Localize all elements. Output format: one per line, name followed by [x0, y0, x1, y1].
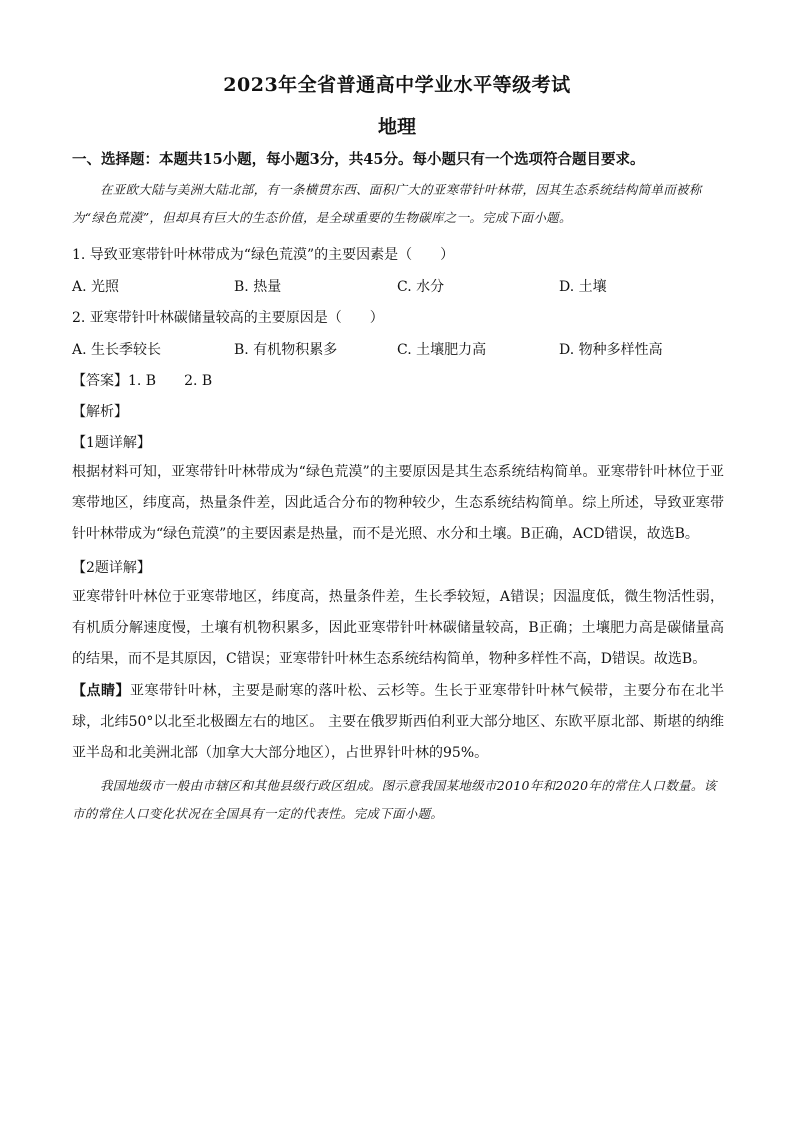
option-c: C. 土壤肥力高 — [397, 342, 487, 358]
question-2-stem: 2. 亚寒带针叶林碳储量较高的主要原因是（ ） — [72, 310, 384, 326]
option-a: A. 光照 — [72, 279, 120, 295]
tip-label: 【点睛】 — [72, 683, 130, 699]
option-d: D. 土壤 — [559, 279, 607, 295]
detail-1-label: 【1题详解】 — [72, 435, 151, 451]
detail-2-label: 【2题详解】 — [72, 560, 151, 576]
exam-title: 2023年全省普通高中学业水平等级考试 — [223, 74, 571, 96]
question-2-options — [72, 339, 732, 359]
reading-passage-1: 在亚欧大陆与美洲大陆北部，有一条横贯东西、面积广大的亚寒带针叶林带，因其生态系统结构简单而被称为“绿色荒漠”，但却具有巨大的生态价值，是全球重要的生物碳库之一。完成下面小题。 — [72, 182, 702, 225]
analysis-label: 【解析】 — [72, 404, 128, 420]
option-b: B. 热量 — [234, 279, 282, 295]
option-d: D. 物种多样性高 — [559, 342, 663, 358]
question-1-options — [72, 276, 732, 296]
detail-1-text: 根据材料可知，亚寒带针叶林带成为“绿色荒漠”的主要原因是其生态系统结构简单。亚寒带针叶林位于亚寒带地区，纬度高，热量条件差，因此适合分布的物种较少，生态系统结构简单。综上所述，导致亚寒带针叶林带成为“绿色荒漠”的主要因素是热量，而不是光照、水分和土壤。B正确，ACD错误，故选B。 — [72, 464, 724, 542]
answer-text: 1. B 2. B — [128, 373, 213, 389]
option-c: C. 水分 — [397, 279, 445, 295]
section-heading: 一、选择题：本题共15小题，每小题3分，共45分。每小题只有一个选项符合题目要求。 — [72, 151, 645, 168]
tip-text: 亚寒带针叶林，主要是耐寒的落叶松、云杉等。生长于亚寒带针叶林气候带，主要分布在北半球，北纬50°以北至北极圈左右的地区。 主要在俄罗斯西伯利亚大部分地区、东欧平原北部、斯堪的纳维亚半岛和北美洲北部（加拿大大部分地区），占世界针叶林的95%。 — [72, 683, 724, 761]
answer-label: 【答案】 — [72, 373, 128, 389]
subject-title: 地理 — [377, 116, 416, 138]
detail-2-text: 亚寒带针叶林位于亚寒带地区，纬度高，热量条件差，生长季较短，A错误；因温度低，微生物活性弱，有机质分解速度慢，土壤有机物积累多，因此亚寒带针叶林碳储量较高，B正确；土壤肥力高是碳储量高的结果，而不是其原因，C错误；亚寒带针叶林生态系统结构简单，物种多样性不高，D错误。故选B。 — [72, 589, 724, 667]
option-b: B. 有机物积累多 — [234, 342, 338, 358]
reading-passage-2: 我国地级市一般由市辖区和其他县级行政区组成。图示意我国某地级市2010年和2020年的常住人口数量。该市的常住人口变化状况在全国具有一定的代表性。完成下面小题。 — [72, 778, 717, 821]
answer-line — [72, 370, 212, 390]
option-a: A. 生长季较长 — [72, 342, 162, 358]
question-1-stem: 1. 导致亚寒带针叶林带成为“绿色荒漠”的主要因素是（ ） — [72, 247, 455, 263]
tip-paragraph — [72, 676, 724, 769]
